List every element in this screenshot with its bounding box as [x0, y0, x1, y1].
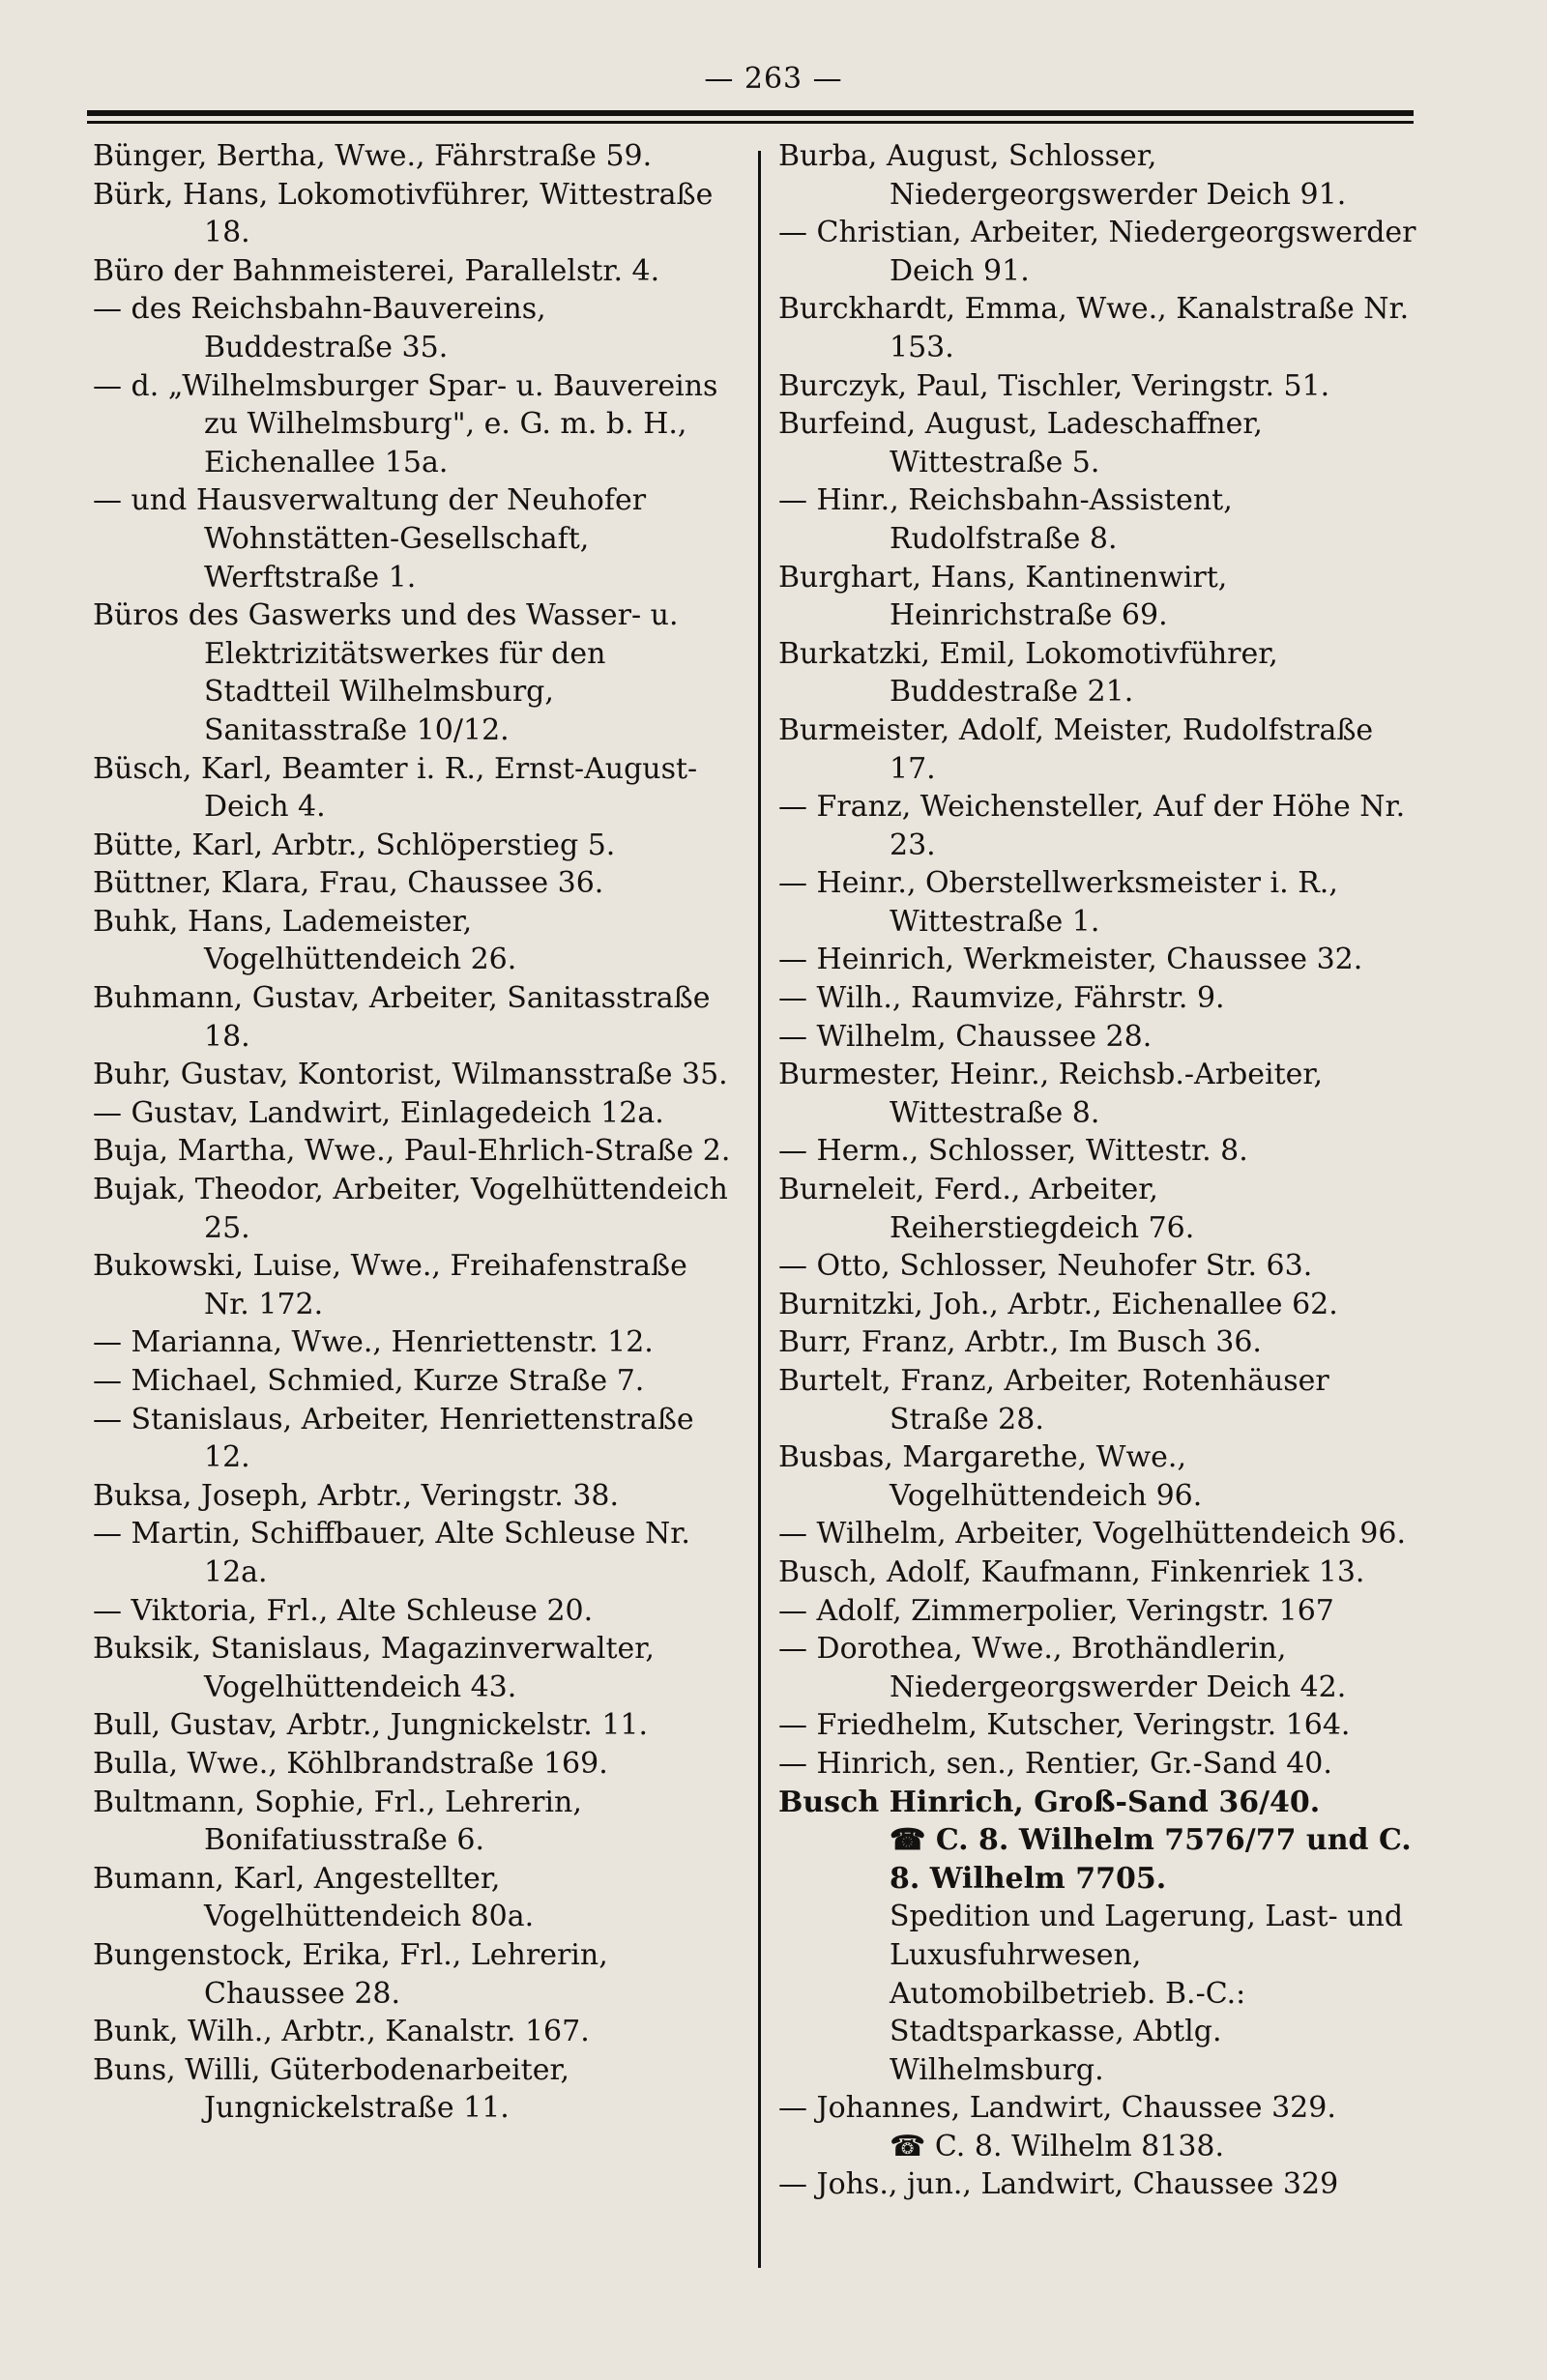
directory-entry: Bütte, Karl, Arbtr., Schlöperstieg 5. — [93, 827, 616, 862]
directory-entry: — Michael, Schmied, Kurze Straße 7. — [93, 1364, 645, 1398]
directory-entry: Bunk, Wilh., Arbtr., Kanalstr. 167. — [93, 2015, 590, 2049]
directory-entry: — Gustav, Landwirt, Einlagedeich 12a. — [93, 1095, 664, 1130]
directory-entry: — Johs., jun., Landwirt, Chaussee 329 — [778, 2167, 1339, 2202]
directory-entry: Büttner, Klara, Frau, Chaussee 36. — [93, 866, 604, 901]
directory-entry: Buns, Willi, Güterbodenarbeiter, Jungnickelstraße 11. — [93, 2052, 570, 2126]
directory-entry: — Wilh., Raumvize, Fährstr. 9. — [778, 981, 1225, 1016]
directory-entry: — d. „Wilhelmsburger Spar- u. Bauvereins zu Wilhelmsburg", e. G. m. b. H., Eichenallee 15a. — [93, 368, 718, 479]
header-rule-thin — [87, 121, 1414, 124]
directory-entry: — Christian, Arbeiter, Niedergeorgswerder Deich 91. — [778, 216, 1416, 288]
directory-entry: Buhk, Hans, Lademeister, Vogelhüttendeich 26. — [93, 904, 517, 977]
directory-entry: Busch Hinrich, Groß-Sand 36/40. — [778, 1785, 1321, 1819]
directory-entry: Burkatzki, Emil, Lokomotivführer, Buddestraße 21. — [778, 636, 1278, 710]
directory-entry: — Franz, Weichensteller, Auf der Höhe Nr. 23. — [778, 790, 1406, 862]
header-rule-thick — [87, 110, 1414, 116]
directory-entry: Buja, Martha, Wwe., Paul-Ehrlich-Straße 2. — [93, 1134, 731, 1169]
directory-entry: — Heinr., Oberstellwerksmeister i. R., Wittestraße 1. — [778, 866, 1338, 939]
directory-entry: Buksa, Joseph, Arbtr., Veringstr. 38. — [93, 1478, 620, 1513]
directory-entry: Büro der Bahnmeisterei, Parallelstr. 4. — [93, 253, 660, 288]
directory-entry: — Dorothea, Wwe., Brothändlerin, Niedergeorgswerder Deich 42. — [778, 1632, 1347, 1704]
directory-entry: Burnitzki, Joh., Arbtr., Eichenallee 62. — [778, 1287, 1338, 1321]
directory-entry: Büsch, Karl, Beamter i. R., Ernst-August-Deich 4. — [93, 751, 698, 825]
directory-entry: Bultmann, Sophie, Frl., Lehrerin, Bonifatiusstraße 6. — [93, 1785, 582, 1858]
right-column — [778, 137, 1416, 2204]
directory-entry: Bujak, Theodor, Arbeiter, Vogelhüttendeich 25. — [93, 1173, 728, 1245]
directory-entry: — Otto, Schlosser, Neuhofer Str. 63. — [778, 1249, 1313, 1284]
directory-entry: Burmeister, Adolf, Meister, Rudolfstraße 17. — [778, 712, 1374, 786]
directory-entry: — Wilhelm, Chaussee 28. — [778, 1019, 1153, 1054]
directory-entry: Burghart, Hans, Kantinenwirt, Heinrichstraße 69. — [778, 560, 1228, 633]
directory-entry: ☎ C. 8. Wilhelm 8138. — [890, 2129, 1225, 2163]
directory-entry: Buhmann, Gustav, Arbeiter, Sanitasstraße 18. — [93, 981, 711, 1054]
directory-entry: — Heinrich, Werkmeister, Chaussee 32. — [778, 943, 1363, 977]
directory-entry: — Herm., Schlosser, Wittestr. 8. — [778, 1134, 1248, 1169]
directory-entry: Burmester, Heinr., Reichsb.-Arbeiter, Wittestraße 8. — [778, 1058, 1323, 1130]
directory-entry: — Martin, Schiffbauer, Alte Schleuse Nr. 12a. — [93, 1517, 690, 1589]
directory-entry: Büros des Gaswerks und des Wasser- u. Elektrizitätswerkes für den Stadtteil Wilhelmsburg, Sanitasstraße 10/12. — [93, 598, 679, 747]
directory-entry: Buhr, Gustav, Kontorist, Wilmansstraße 35. — [93, 1058, 728, 1092]
column-divider — [758, 151, 761, 2268]
page-number: — 263 — — [704, 62, 843, 96]
directory-entry: Bull, Gustav, Arbtr., Jungnickelstr. 11. — [93, 1708, 649, 1743]
directory-entry: Burr, Franz, Arbtr., Im Busch 36. — [778, 1325, 1262, 1360]
directory-entry: Busbas, Margarethe, Wwe., Vogelhüttendeich 96. — [778, 1440, 1203, 1513]
directory-entry: Busch, Adolf, Kaufmann, Finkenriek 13. — [778, 1554, 1365, 1589]
directory-entry: — Wilhelm, Arbeiter, Vogelhüttendeich 96. — [778, 1517, 1406, 1552]
directory-entry: — Viktoria, Frl., Alte Schleuse 20. — [93, 1593, 594, 1628]
directory-entry: — Johannes, Landwirt, Chaussee 329. — [778, 2091, 1336, 2126]
directory-entry: Bungenstock, Erika, Frl., Lehrerin, Chaussee 28. — [93, 1937, 608, 2011]
directory-entry: Bünger, Bertha, Wwe., Fährstraße 59. — [93, 139, 653, 173]
directory-entry: Buksik, Stanislaus, Magazinverwalter, Vogelhüttendeich 43. — [93, 1632, 655, 1704]
directory-entry: — Marianna, Wwe., Henriettenstr. 12. — [93, 1325, 654, 1360]
left-column — [93, 137, 737, 2128]
directory-entry: Bürk, Hans, Lokomotivführer, Wittestraße 18. — [93, 177, 714, 250]
directory-entry: — Stanislaus, Arbeiter, Henriettenstraße 12. — [93, 1402, 694, 1475]
directory-entry: Bumann, Karl, Angestellter, Vogelhüttendeich 80a. — [93, 1861, 535, 1934]
directory-entry: — Friedhelm, Kutscher, Veringstr. 164. — [778, 1708, 1351, 1743]
directory-entry: Burckhardt, Emma, Wwe., Kanalstraße Nr. 153. — [778, 292, 1410, 364]
directory-entry: Burba, August, Schlosser, Niedergeorgswerder Deich 91. — [778, 139, 1347, 212]
directory-entry: Spedition und Lagerung, Last- und Luxusfuhrwesen, Automobilbetrieb. B.-C.: Stadtsparkasse, Abtlg. Wilhelmsburg. — [890, 1900, 1404, 2087]
directory-entry: — des Reichsbahn-Bauvereins, Buddestraße 35. — [93, 292, 546, 364]
directory-entry: Burtelt, Franz, Arbeiter, Rotenhäuser Straße 28. — [778, 1364, 1329, 1437]
directory-entry: Burneleit, Ferd., Arbeiter, Reiherstiegdeich 76. — [778, 1173, 1195, 1245]
directory-entry: ☎ C. 8. Wilhelm 7576/77 und C. 8. Wilhelm 7705. — [890, 1823, 1412, 1896]
directory-entry: — und Hausverwaltung der Neuhofer Wohnstätten-Gesellschaft, Werftstraße 1. — [93, 483, 647, 595]
directory-entry: — Adolf, Zimmerpolier, Veringstr. 167 — [778, 1593, 1334, 1628]
directory-entry: Burfeind, August, Ladeschaffner, Wittestraße 5. — [778, 407, 1263, 479]
directory-entry: Burczyk, Paul, Tischler, Veringstr. 51. — [778, 368, 1330, 403]
directory-entry: — Hinrich, sen., Rentier, Gr.-Sand 40. — [778, 1746, 1332, 1781]
directory-entry: Bulla, Wwe., Köhlbrandstraße 169. — [93, 1746, 608, 1781]
directory-entry: Bukowski, Luise, Wwe., Freihafenstraße Nr. 172. — [93, 1249, 687, 1321]
directory-entry: — Hinr., Reichsbahn-Assistent, Rudolfstraße 8. — [778, 483, 1233, 556]
